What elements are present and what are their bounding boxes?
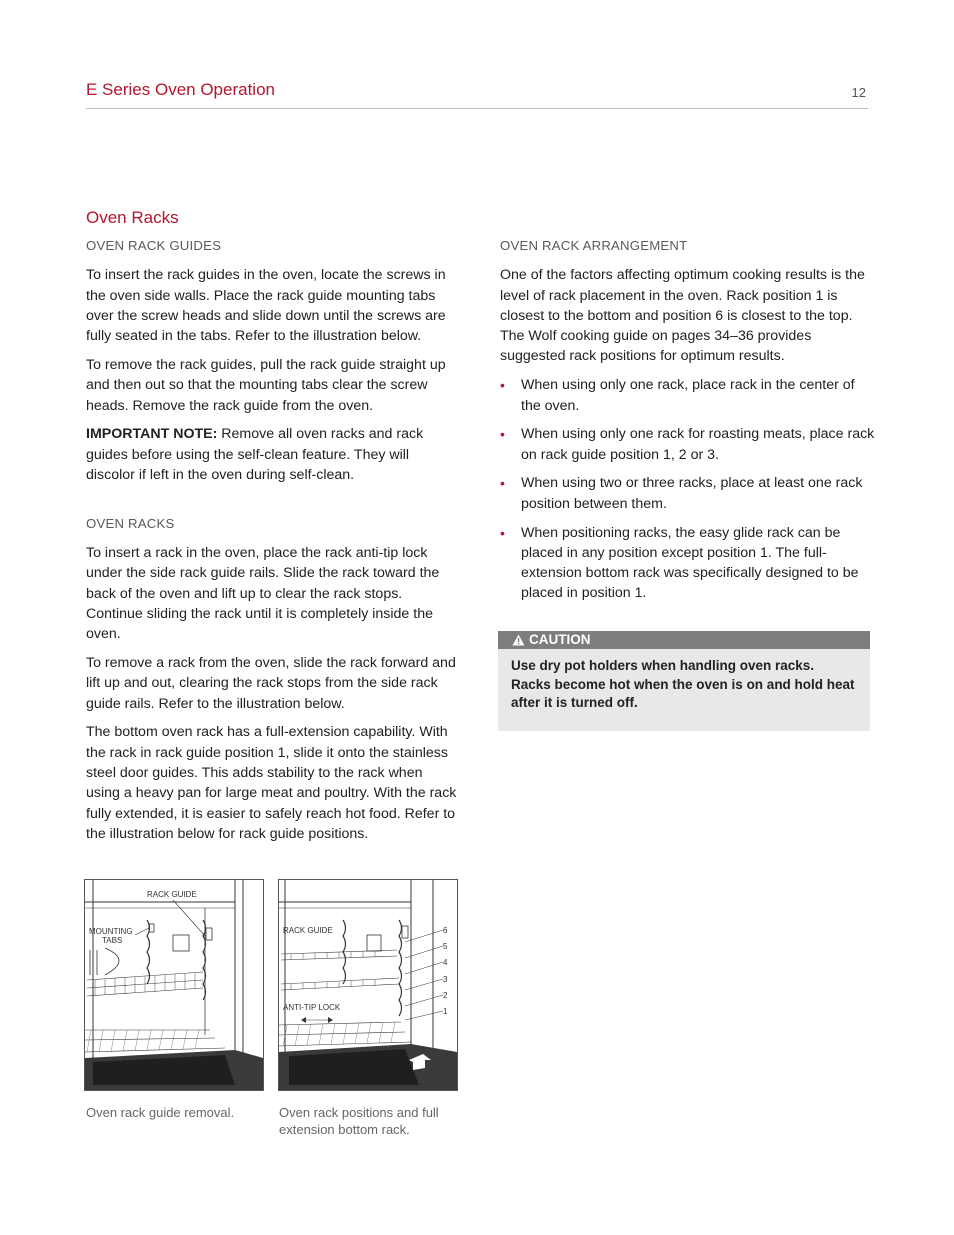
rack-guides-insert-text: To insert the rack guides in the oven, locate the screws in the oven side walls. Place the rack guide mounting tabs over the screw heads and slide down until the screws are fully seated in the tabs. Refer to the illustration below. [86,267,446,345]
list-item: • When positioning racks, the easy glide rack can be placed in any position except position 1. The full-extension bottom rack was specifically designed to be placed in position 1. [500,524,859,602]
position-label-3: 3 [443,975,448,984]
oven-racks-remove-text: To remove a rack from the oven, slide the rack forward and lift up and out, clearing the rack stops from the side rack guide rails. Refer to the illustration below. [86,655,456,712]
fig1-mounting-label: MOUNTING [89,927,133,936]
important-note-label: IMPORTANT NOTE: [86,426,218,443]
position-label-2: 2 [443,991,448,1000]
warning-triangle-icon [512,634,525,646]
rack-guide-removal-illustration [84,879,264,1091]
fig2-rack-guide-label: RACK GUIDE [283,926,333,935]
rack-guides-remove-text: To remove the rack guides, pull the rack guide straight up and then out so that the mounting tabs clear the screw heads. Remove the rack guide from the oven. [86,356,446,414]
header-rule [86,108,868,109]
figure-caption-removal: Oven rack guide removal. [86,1105,235,1120]
position-label-4: 4 [443,958,448,967]
bullet-marker: • [500,377,505,394]
rack-positions-illustration [278,879,458,1091]
left-column [86,236,458,853]
oven-racks-heading: OVEN RACKS [86,515,175,531]
rack-arrangement-heading: OVEN RACK ARRANGEMENT [500,238,688,253]
bullet-marker: • [500,426,505,443]
caution-text: Use dry pot holders when handling oven racks. Racks become hot when the oven is on and hold heat after it is turned off. [511,658,855,710]
fig1-tabs-label: TABS [102,936,123,945]
fig2-anti-tip-label: ANTI-TIP LOCK [283,1003,341,1012]
rack-arrangement-text: One of the factors affecting optimum cooking results is the level of rack placement in the oven. Rack position 1 is closest to the bottom and position 6 is closest to the top. The Wolf cooking guide on pages 34–36 provides suggested rack positions for optimum results. [500,267,865,365]
list-item: • When using only one rack for roasting meats, place rack on rack guide position 1, 2 or 3. [500,426,875,463]
oven-racks-insert-text: To insert a rack in the oven, place the rack anti-tip lock under the side rack guide rails. Slide the rack toward the back of the oven and lift up to clear the rack stops. Continue sliding the rack until it is completely inside the oven. [86,545,440,643]
header-title: E Series Oven Operation [86,80,275,99]
rack-arrangement-list [500,375,878,603]
fig1-rack-guide-label: RACK GUIDE [147,890,197,899]
position-label-6: 6 [443,926,448,935]
right-column [500,236,878,612]
list-item: • When using two or three racks, place at least one rack position between them. [500,475,863,512]
caution-box [498,631,870,731]
oven-racks-extension-text: The bottom oven rack has a full-extension capability. With the rack in rack guide position 1, slide it onto the stainless steel door guides. This adds stability to the rack when using a heavy pan for large meat and poultry. With the rack fully extended, it is easier to safely reach hot food. Refer to the illustration below for rack guide positions. [86,724,457,842]
page-number: 12 [851,85,866,100]
caution-label: CAUTION [529,632,591,647]
bullet-marker: • [500,475,505,492]
position-label-5: 5 [443,942,448,951]
rack-guides-heading: OVEN RACK GUIDES [86,238,222,253]
list-item: • When using only one rack, place rack in the center of the oven. [500,377,855,414]
figure-caption-positions: Oven rack positions and full extension bottom rack. [279,1105,439,1137]
position-label-1: 1 [443,1007,448,1016]
section-title: Oven Racks [86,208,179,227]
bullet-marker: • [500,524,505,541]
caution-header [498,631,870,649]
important-note-text: Remove all oven racks and rack guides before using the self-clean feature. They will discolor if left in the oven during self-clean. [86,426,424,483]
important-note [86,424,458,485]
